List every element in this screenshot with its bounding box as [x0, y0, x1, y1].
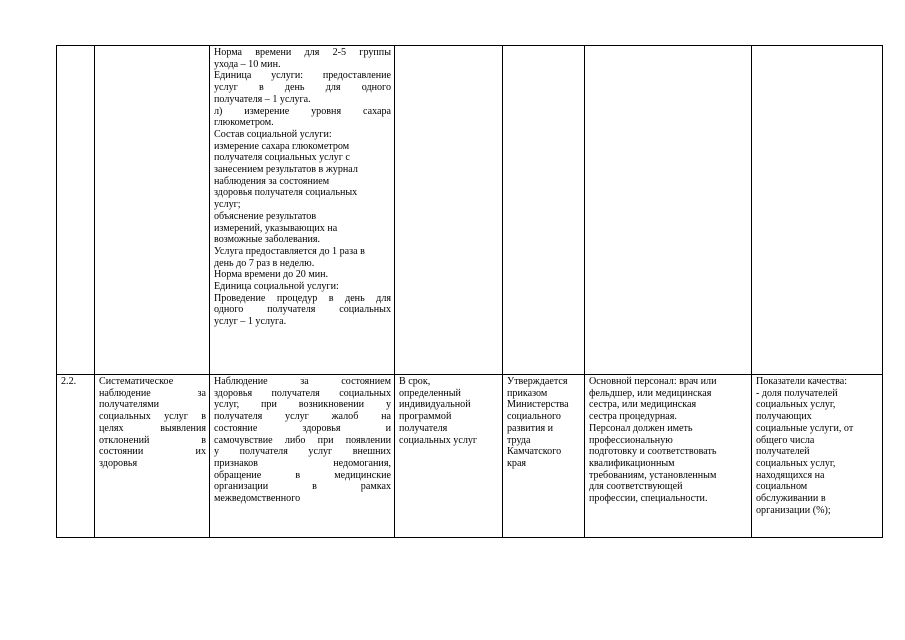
- quality-text: [756, 376, 879, 516]
- text-line: состоянии их: [99, 446, 206, 458]
- text-line: самочувствие либо при появлении: [214, 434, 391, 446]
- text-line: получателями: [99, 399, 160, 411]
- text-line: отклонений в: [99, 434, 206, 446]
- text-line: Единица услуги: предоставление: [214, 70, 391, 82]
- text-line: наблюдения за состоянием: [214, 175, 330, 187]
- text-line: Утверждается: [507, 376, 568, 387]
- cell-cost: [503, 375, 585, 538]
- text-line: социальных услуг,: [756, 457, 836, 469]
- cell-term: [395, 46, 503, 375]
- description-text: [214, 47, 391, 328]
- text-line: получателей: [756, 446, 810, 458]
- cell-term: [395, 375, 503, 538]
- text-line: для соответствующей: [589, 481, 683, 493]
- text-line: социальные услуги, от: [756, 422, 854, 434]
- cell-staff: [585, 46, 752, 375]
- description-text: [214, 376, 391, 505]
- text-line: находящихся на: [756, 469, 825, 481]
- text-line: Норма времени до 20 мин.: [214, 269, 329, 281]
- text-line: развития и: [507, 422, 554, 434]
- text-line: обращение в медицинские: [214, 469, 391, 481]
- text-line: глюкометром.: [214, 117, 274, 129]
- cell-cost: [503, 46, 585, 375]
- text-line: получателя: [399, 422, 448, 434]
- cell-service-name: [95, 46, 210, 375]
- text-line: организации (%);: [756, 504, 831, 516]
- text-line: социального: [507, 411, 561, 423]
- text-line: у получателя услуг внешних: [214, 446, 391, 458]
- text-line: услуг в день для одного: [214, 82, 391, 94]
- text-line: получателя – 1 услуга.: [214, 93, 311, 105]
- text-line: Камчатского: [507, 446, 562, 458]
- text-line: программой: [399, 411, 452, 423]
- text-line: л) измерение уровня сахара: [214, 105, 391, 117]
- text-line: приказом: [507, 387, 548, 399]
- text-line: здоровья: [99, 457, 138, 469]
- text-line: сестра, или медицинская: [589, 399, 697, 411]
- text-line: здоровья получателя социальных: [214, 387, 391, 399]
- text-line: Норма времени для 2-5 группы: [214, 47, 391, 58]
- text-line: ухода – 10 мин.: [214, 58, 281, 70]
- text-line: объяснение результатов: [214, 210, 317, 222]
- text-line: В срок,: [399, 376, 431, 387]
- text-line: сестра процедурная.: [589, 411, 677, 423]
- text-line: индивидуальной: [399, 399, 471, 411]
- text-line: подготовку и соответствовать: [589, 446, 717, 458]
- text-line: Персонал должен иметь: [589, 422, 693, 434]
- services-table: [56, 45, 883, 538]
- text-line: - доля получателей: [756, 387, 838, 399]
- text-line: получателя услуг жалоб на: [214, 411, 391, 423]
- text-line: социальном: [756, 481, 808, 493]
- text-line: услуг;: [214, 199, 241, 211]
- text-line: занесением результатов в журнал: [214, 164, 358, 176]
- text-line: профессиональную: [589, 434, 673, 446]
- text-line: целях выявления: [99, 422, 206, 434]
- text-line: труда: [507, 434, 531, 446]
- text-line: возможные заболевания.: [214, 234, 321, 246]
- text-line: края: [507, 457, 527, 469]
- staff-text: [589, 376, 748, 505]
- text-line: обслуживании в: [756, 493, 826, 505]
- text-line: Основной персонал: врач или: [589, 376, 717, 387]
- text-line: социальных услуг: [399, 434, 478, 446]
- text-line: Проведение процедур в день для: [214, 292, 391, 304]
- text-line: услуг – 1 услуга.: [214, 316, 287, 328]
- text-line: требованиям, установленным: [589, 469, 717, 481]
- text-line: Наблюдение за состоянием: [214, 376, 391, 387]
- cell-quality: [752, 375, 883, 538]
- text-line: организации в рамках: [214, 481, 391, 493]
- text-line: наблюдение за: [99, 387, 206, 399]
- cell-service-name: [95, 375, 210, 538]
- text-line: получателя социальных услуг с: [214, 152, 350, 164]
- text-line: социальных услуг,: [756, 399, 836, 411]
- text-line: Услуга предоставляется до 1 раза в: [214, 245, 365, 257]
- text-line: Министерства: [507, 399, 569, 411]
- cell-staff: [585, 375, 752, 538]
- cell-service-description: [210, 375, 395, 538]
- text-line: межведомственного: [214, 493, 301, 505]
- cell-number: 2.2.: [57, 375, 95, 538]
- text-line: измерений, указывающих на: [214, 222, 338, 234]
- text-line: Состав социальной услуги:: [214, 128, 332, 140]
- text-line: здоровья получателя социальных: [214, 187, 358, 199]
- cell-quality: [752, 46, 883, 375]
- text-line: день до 7 раз в неделю.: [214, 257, 315, 269]
- table-row: [57, 375, 883, 538]
- text-line: состояние здоровья и: [214, 422, 391, 434]
- cost-text: [507, 376, 581, 470]
- text-line: определенный: [399, 387, 461, 399]
- text-line: измерение сахара глюкометром: [214, 140, 350, 152]
- text-line: фельдшер, или медицинская: [589, 387, 712, 399]
- table-row: [57, 46, 883, 375]
- term-text: [399, 376, 499, 446]
- cell-service-description: [210, 46, 395, 375]
- text-line: Единица социальной услуги:: [214, 281, 339, 293]
- service-name-text: [99, 376, 206, 470]
- text-line: Показатели качества:: [756, 376, 848, 387]
- text-line: одного получателя социальных: [214, 304, 391, 316]
- text-line: профессии, специальности.: [589, 493, 708, 505]
- text-line: Систематическое: [99, 376, 174, 387]
- text-line: общего числа: [756, 434, 815, 446]
- cell-number: [57, 46, 95, 375]
- text-line: социальных услуг в: [99, 411, 206, 423]
- text-line: услуг, при возникновении у: [214, 399, 391, 411]
- text-line: признаков недомогания,: [214, 457, 391, 469]
- text-line: получающих: [756, 411, 812, 423]
- text-line: квалификационным: [589, 457, 675, 469]
